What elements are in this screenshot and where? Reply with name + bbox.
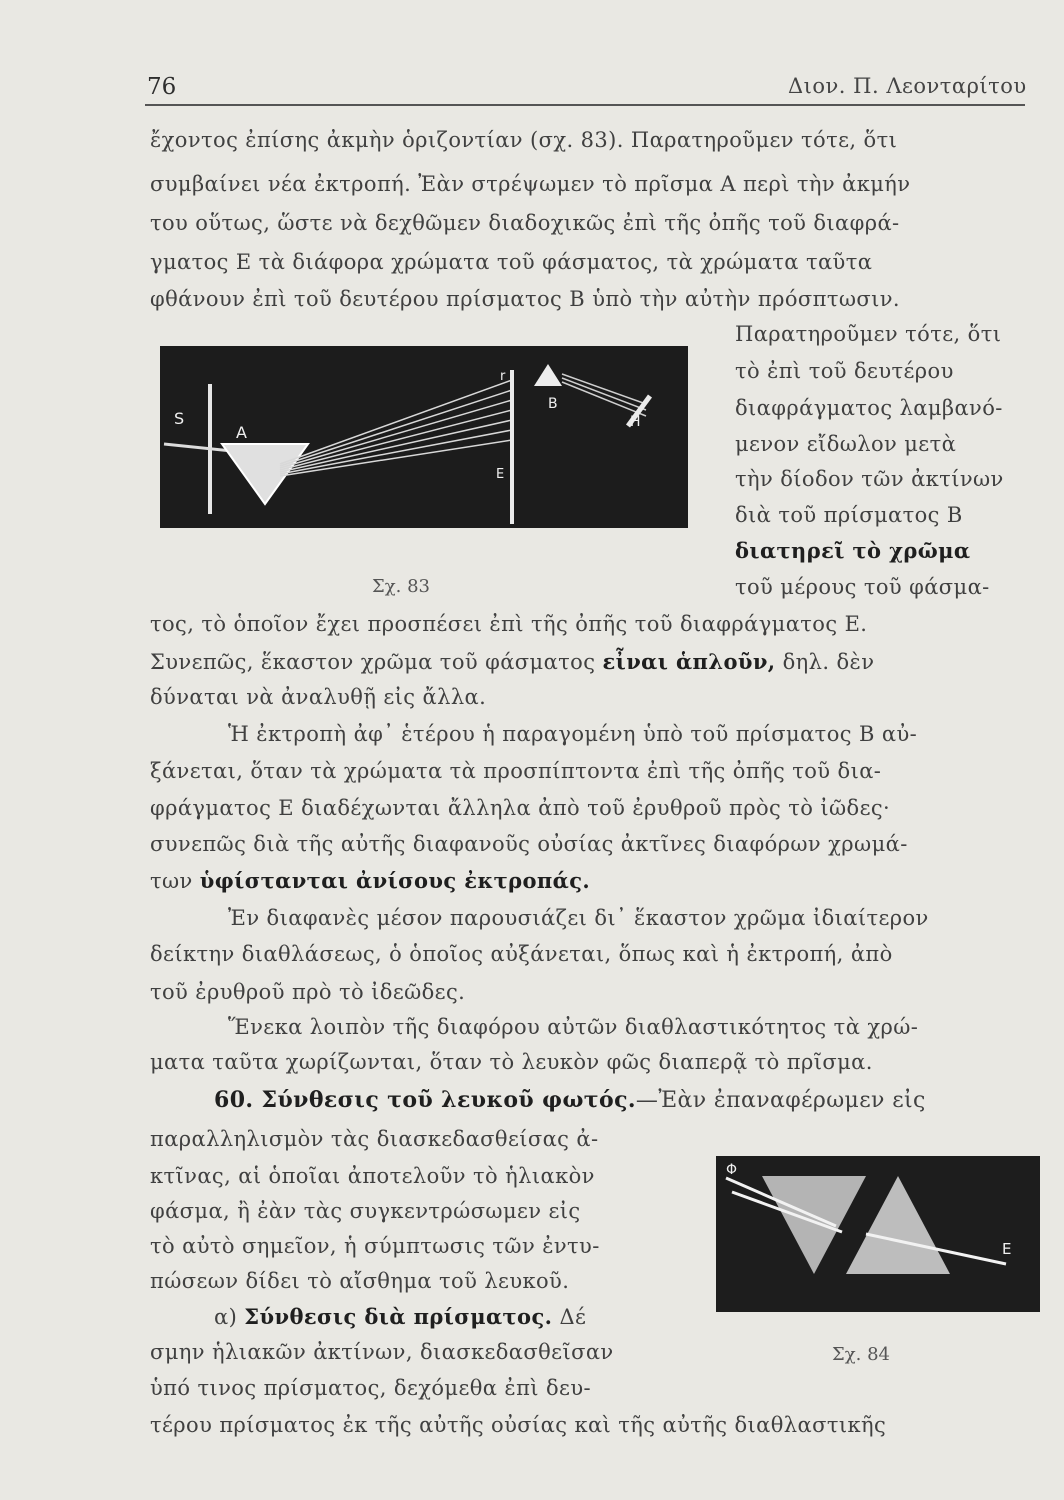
label-e: Ε (1002, 1240, 1012, 1258)
text-line: σμην ἡλιακῶν ἀκτίνων, διασκεδασθεῖσαν (150, 1340, 614, 1364)
text-line: τοῦ μέρους τοῦ φάσμα- (735, 575, 990, 599)
text-line: Παρατηροῦμεν τότε, ὅτι (735, 322, 1002, 346)
text-line: τὸ αὐτὸ σημεῖον, ἡ σύμπτωσις τῶν ἐντυ- (150, 1234, 600, 1258)
figure-84-caption: Σχ. 84 (832, 1344, 890, 1365)
text-line: του οὕτως, ὥστε νὰ δεχθῶμεν διαδοχικῶς ἐπὶ τῆς ὀπῆς τοῦ διαφρά- (150, 211, 900, 235)
label-s: S (174, 409, 185, 428)
bold-phrase: ὑφίστανται ἀνίσους ἐκτροπάς. (199, 868, 591, 893)
text-line (150, 649, 874, 674)
section-heading-line (214, 1087, 926, 1113)
figure-83-prism-diagram (160, 346, 688, 528)
text-line: τὴν δίοδον τῶν ἀκτίνων (735, 467, 1004, 491)
label-e: Ε (496, 467, 505, 482)
label-b: Β (548, 396, 558, 412)
text-line: κτῖνας, αἱ ὁποῖαι ἀποτελοῦν τὸ ἡλιακὸν (150, 1164, 595, 1188)
figure-84-prism-diagram (716, 1156, 1040, 1312)
text-span: α) (214, 1305, 238, 1329)
text-span: Δέ (559, 1305, 587, 1329)
text-line (150, 868, 590, 893)
text-line: Ἡ ἐκτροπὴ ἀφ᾿ ἑτέρου ἡ παραγομένη ὑπὸ τοῦ πρίσματος Β αὐ- (228, 722, 918, 746)
page-number: 76 (147, 74, 177, 100)
text-line: τὸ ἐπὶ τοῦ δευτέρου (735, 359, 954, 383)
bold-phrase: Σύνθεσις διὰ πρίσματος. (244, 1304, 553, 1329)
label-h: Η (630, 414, 641, 430)
bold-phrase: διατηρεῖ τὸ χρῶμα (735, 538, 971, 563)
text-line (735, 538, 970, 563)
text-line: συμβαίνει νέα ἐκτροπή. Ἐὰν στρέψωμεν τὸ πρῖσμα Α περὶ τὴν ἀκμήν (150, 172, 911, 196)
text-line: ματα ταῦτα χωρίζωνται, ὅταν τὸ λευκὸν φῶς διαπερᾷ τὸ πρῖσμα. (150, 1050, 873, 1074)
figure-83-caption: Σχ. 83 (372, 576, 430, 597)
text-line: ἔχοντος ἐπίσης ἀκμὴν ὁριζοντίαν (σχ. 83). Παρατηροῦμεν τότε, ὅτι (150, 128, 898, 152)
label-a: Α (236, 423, 247, 442)
text-line: ξάνεται, ὅταν τὰ χρώματα τὰ προσπίπτοντα ἐπὶ τῆς ὀπῆς τοῦ δια- (150, 759, 882, 783)
text-span: Συνεπῶς, ἕκαστον χρῶμα τοῦ φάσματος (150, 650, 596, 674)
header-rule (145, 104, 1025, 106)
text-line: παραλληλισμὸν τὰς διασκεδασθείσας ἀ- (150, 1127, 599, 1151)
text-line: δύναται νὰ ἀναλυθῇ εἰς ἄλλα. (150, 685, 487, 709)
text-line: μενον εἴδωλον μετὰ (735, 432, 957, 456)
label-phi: Φ (726, 1162, 738, 1178)
text-line: φάσμα, ἢ ἐὰν τὰς συγκεντρώσωμεν εἰς (150, 1199, 581, 1223)
label-r: r (500, 369, 506, 384)
text-line: γματος Ε τὰ διάφορα χρώματα τοῦ φάσματος, τὰ χρώματα ταῦτα (150, 250, 873, 274)
text-span: των (150, 869, 193, 893)
text-line: Ἐν διαφανὲς μέσον παρουσιάζει δι᾿ ἕκαστον χρῶμα ἰδιαίτερον (228, 906, 929, 930)
running-title: Διον. Π. Λεονταρίτου (788, 74, 1027, 98)
text-line: Ἕνεκα λοιπὸν τῆς διαφόρου αὐτῶν διαθλαστικότητος τὰ χρώ- (228, 1015, 919, 1039)
text-line: δείκτην διαθλάσεως, ὁ ὁποῖος αὐξάνεται, ὅπως καὶ ἡ ἐκτροπή, ἀπὸ (150, 942, 893, 966)
text-line: τος, τὸ ὁποῖον ἔχει προσπέσει ἐπὶ τῆς ὀπῆς τοῦ διαφράγματος Ε. (150, 612, 868, 636)
text-span: —Ἐὰν ἐπαναφέρωμεν εἰς (635, 1088, 926, 1113)
text-line: φθάνουν ἐπὶ τοῦ δευτέρου πρίσματος Β ὑπὸ τὴν αὐτὴν πρόσπτωσιν. (150, 287, 900, 311)
text-span: δηλ. δὲν (782, 650, 875, 674)
text-line: πώσεων δίδει τὸ αἴσθημα τοῦ λευκοῦ. (150, 1269, 570, 1293)
text-line: τοῦ ἐρυθροῦ πρὸ τὸ ἰδεῶδες. (150, 980, 466, 1004)
bold-phrase: εἶναι ἁπλοῦν, (602, 649, 776, 674)
section-heading: 60. Σύνθεσις τοῦ λευκοῦ φωτός. (214, 1087, 636, 1113)
text-line (214, 1304, 586, 1329)
text-line: συνεπῶς διὰ τῆς αὐτῆς διαφανοῦς οὐσίας ἀκτῖνες διαφόρων χρωμά- (150, 832, 908, 856)
text-line: φράγματος Ε διαδέχωνται ἄλληλα ἀπὸ τοῦ ἐρυθροῦ πρὸς τὸ ἰῶδες· (150, 796, 891, 820)
text-line: διαφράγματος λαμβανό- (735, 396, 1003, 420)
text-line: ὑπό τινος πρίσματος, δεχόμεθα ἐπὶ δευ- (150, 1376, 591, 1400)
text-line: διὰ τοῦ πρίσματος Β (735, 503, 963, 527)
text-line: τέρου πρίσματος ἐκ τῆς αὐτῆς οὐσίας καὶ τῆς αὐτῆς διαθλαστικῆς (150, 1413, 887, 1437)
